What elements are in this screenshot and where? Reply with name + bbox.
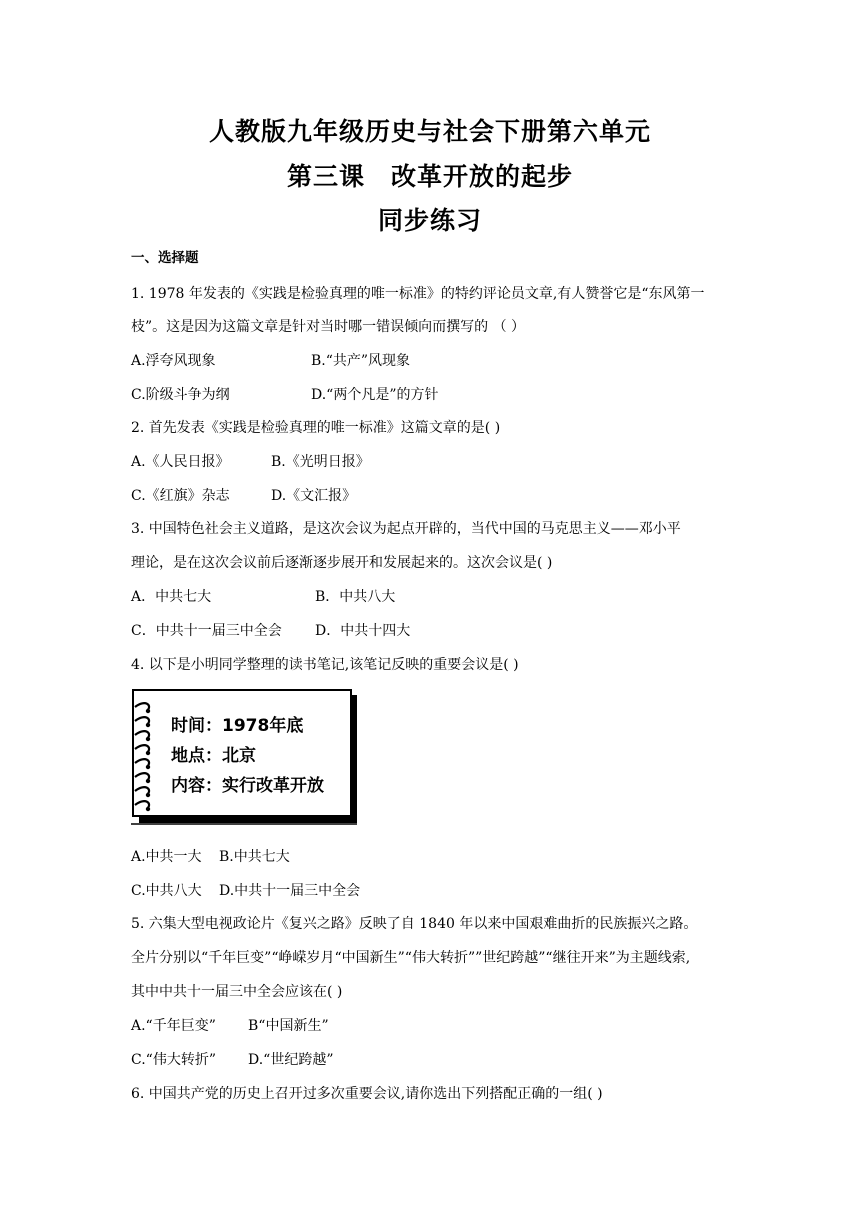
question-3-option-c: C．中共十一届三中全会 xyxy=(131,623,282,639)
question-3-stem: 3. 中国特色社会主义道路，是这次会议为起点开辟的，当代中国的马克思主义——邓小平 xyxy=(131,521,681,537)
question-3-stem: 理论，是在这次会议前后逐渐逐步展开和发展起来的。这次会议是( ) xyxy=(131,555,553,571)
question-2-option-b: B.《光明日报》 xyxy=(271,454,370,470)
notebook-line-content: 内容：实行改革开放 xyxy=(171,776,324,796)
section-heading: 一、选择题 xyxy=(131,250,199,266)
question-5-stem: 全片分别以“千年巨变”“峥嵘岁月“中国新生”“伟大转折””世纪跨越”“继往开来”为主题线索, xyxy=(131,950,691,966)
notebook-line-time: 时间：1978年底 xyxy=(171,716,304,736)
question-6-stem: 6. 中国共产党的历史上召开过多次重要会议,请你选出下列搭配正确的一组( ) xyxy=(131,1086,603,1102)
question-2-stem: 2. 首先发表《实践是检验真理的唯一标准》这篇文章的是( ) xyxy=(131,420,501,436)
reading-notes-notebook xyxy=(131,689,359,825)
lesson-title: 第三课 改革开放的起步 xyxy=(286,162,573,191)
question-2-option-d: D.《文汇报》 xyxy=(271,488,357,504)
document-title: 人教版九年级历史与社会下册第六单元 xyxy=(208,117,651,146)
question-1-option-a: A.浮夸风现象 xyxy=(131,353,216,369)
question-5-stem: 其中中共十一届三中全会应该在( ) xyxy=(131,984,343,1000)
question-1-option-b: B.“共产”风现象 xyxy=(311,353,411,369)
exercise-title: 同步练习 xyxy=(377,206,482,235)
question-5-option-c: C.“伟大转折” xyxy=(131,1052,216,1068)
question-4-stem: 4. 以下是小明同学整理的读书笔记,该笔记反映的重要会议是( ) xyxy=(131,657,519,673)
question-4-option-a: A.中共一大 xyxy=(131,849,202,865)
question-3-option-a: A．中共七大 xyxy=(131,589,212,605)
question-3-option-b: B．中共八大 xyxy=(315,589,396,605)
question-2-option-a: A.《人民日报》 xyxy=(131,454,230,470)
question-1-stem: 1. 1978 年发表的《实践是检验真理的唯一标准》的特约评论员文章,有人赞誉它是“东风第一 xyxy=(131,286,705,302)
question-1-option-c: C.阶级斗争为纲 xyxy=(131,387,230,403)
question-3-option-d: D．中共十四大 xyxy=(315,623,411,639)
question-2-option-c: C.《红旗》杂志 xyxy=(131,488,230,504)
question-5-option-a: A.“千年巨变” xyxy=(131,1018,216,1034)
question-1-stem: 枝”。这是因为这篇文章是针对当时哪一错误倾向而撰写的 （ ） xyxy=(131,319,526,335)
question-5-option-d: D.“世纪跨越” xyxy=(248,1052,334,1068)
question-5-option-b: B“中国新生” xyxy=(248,1018,329,1034)
question-5-stem: 5. 六集大型电视政论片《复兴之路》反映了自 1840 年以来中国艰难曲折的民族振兴之路。 xyxy=(131,916,698,932)
notebook-line-place: 地点：北京 xyxy=(171,746,256,766)
question-4-option-d: D.中共十一届三中全会 xyxy=(219,883,361,899)
question-4-option-b: B.中共七大 xyxy=(219,849,290,865)
question-1-option-d: D.“两个凡是”的方针 xyxy=(311,387,439,403)
question-4-option-c: C.中共八大 xyxy=(131,883,202,899)
